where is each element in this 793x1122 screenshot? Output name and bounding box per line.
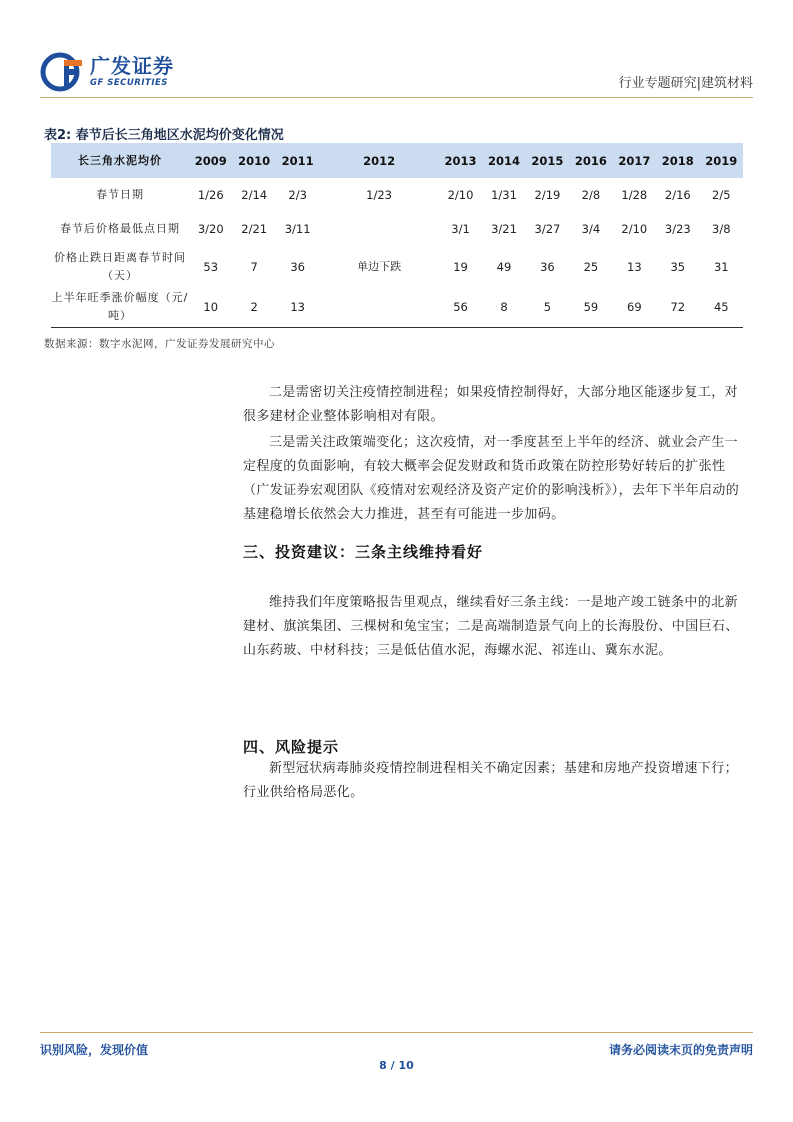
table-cell: 1/28 (621, 187, 648, 202)
table-cell: 1/23 (366, 187, 392, 202)
year-header: 2015 (526, 143, 569, 178)
table-cell: 2/21 (241, 221, 268, 236)
year-header: 2019 (700, 143, 743, 178)
table-cell: 3/21 (491, 221, 517, 236)
table-cell: 2/5 (712, 187, 731, 202)
table-cell: 3/8 (712, 221, 731, 236)
year-header: 2011 (276, 143, 319, 178)
table-cell: 36 (540, 259, 555, 274)
table-cell: 3/1 (451, 221, 470, 236)
table-cell: 2 (232, 287, 275, 328)
table-cell: 13 (276, 287, 319, 328)
gf-logo-icon (40, 52, 84, 92)
section-title-investment: 三、投资建议：三条主线维持看好 (243, 543, 484, 561)
year-header: 2009 (189, 143, 232, 178)
table-cell: 3/11 (284, 221, 311, 236)
table-header-label: 长三角水泥均价 (51, 143, 189, 178)
table-row (51, 246, 743, 287)
table-header-row (51, 143, 743, 178)
year-header: 2016 (569, 143, 612, 178)
table-cell: 2/10 (447, 187, 474, 202)
footer-disclaimer: 请务必阅读末页的免责声明 (608, 1043, 753, 1057)
table-cell: 72 (656, 287, 699, 328)
table-cell: 35 (670, 259, 686, 274)
cement-price-table (51, 143, 743, 328)
table-cell: 59 (569, 287, 612, 328)
table-cell: 25 (583, 259, 599, 274)
paragraph-investment: 维持我们年度策略报告里观点，继续看好三条主线：一是地产竣工链条中的北新建材、旗滨集团、三棵树和兔宝宝；二是高端制造景气向上的长海股份、中国巨石、山东药玻、中材科技；三是低估值水泥，海螺水泥、祁连山、冀东水泥。 (243, 595, 739, 658)
section-title-risk: 四、风险提示 (243, 738, 340, 756)
table-cell: 2/8 (581, 187, 601, 202)
row-label: 价格止跌日距离春节时间（天） (54, 250, 186, 282)
table-row (51, 287, 743, 328)
table-cell: 8 (482, 287, 525, 328)
year-header: 2018 (656, 143, 699, 178)
table-cell: 3/4 (581, 221, 601, 236)
table-cell: 2/10 (621, 221, 648, 236)
table-row (51, 211, 743, 246)
table-cell: 5 (526, 287, 569, 328)
year-header: 2014 (482, 143, 525, 178)
data-source-note: 数据来源：数字水泥网，广发证券发展研究中心 (44, 338, 275, 350)
report-category: 行业专题研究|建筑材料 (618, 76, 753, 91)
year-header: 2012 (319, 143, 438, 178)
table-cell: 2/14 (241, 187, 268, 202)
table-cell: 19 (453, 259, 468, 274)
year-header: 2010 (232, 143, 275, 178)
table-title: 表2: 春节后长三角地区水泥均价变化情况 (44, 128, 284, 143)
table-cell: 单边下跌 (357, 259, 402, 273)
row-label: 春节后价格最低点日期 (60, 221, 180, 235)
row-label: 春节日期 (96, 187, 144, 201)
brand-name-en: GF SECURITIES (90, 78, 168, 89)
table-cell (319, 211, 438, 246)
table-cell: 1/26 (197, 187, 224, 202)
table-cell: 36 (290, 259, 305, 274)
header-divider (40, 97, 753, 98)
table-cell: 3/23 (664, 221, 691, 236)
table-cell: 49 (496, 259, 512, 274)
table-cell: 3/27 (534, 221, 561, 236)
page-header (40, 52, 753, 96)
table-cell: 7 (250, 259, 258, 274)
row-label: 上半年旺季涨价幅度（元/吨） (51, 287, 189, 328)
year-header: 2017 (613, 143, 656, 178)
footer-slogan: 识别风险，发现价值 (40, 1043, 149, 1057)
table-cell: 2/3 (288, 187, 307, 202)
paragraph-policy-change: 三是需关注政策端变化；这次疫情，对一季度甚至上半年的经济、就业会产生一定程度的负面影响，有较大概率会促发财政和货币政策在防控形势好转后的扩张性（广发证券宏观团队《疫情对宏观经济及资产定价的影响浅析》），去年下半年启动的基建稳增长依然会大力推进，甚至有可能进一步加码。 (243, 435, 740, 522)
table-cell: 2/19 (534, 187, 561, 202)
table-cell: 10 (189, 287, 232, 328)
year-header: 2013 (439, 143, 482, 178)
table-cell: 53 (203, 259, 219, 274)
table-cell: 31 (713, 259, 729, 274)
table-cell: 3/20 (197, 221, 224, 236)
table-cell: 1/31 (491, 187, 517, 202)
table-cell: 2/16 (664, 187, 691, 202)
table-cell (319, 287, 438, 328)
paragraph-risk: 新型冠状病毒肺炎疫情控制进程相关不确定因素；基建和房地产投资增速下行；行业供给格局恶化。 (243, 761, 739, 800)
table-cell: 45 (700, 287, 743, 328)
footer-divider (40, 1032, 753, 1033)
company-logo (40, 52, 174, 92)
table-cell: 56 (439, 287, 482, 328)
table-cell: 13 (627, 259, 642, 274)
table-cell: 69 (613, 287, 656, 328)
paragraph-epidemic-control: 二是需密切关注疫情控制进程；如果疫情控制得好，大部分地区能逐步复工，对很多建材企业整体影响相对有限。 (243, 385, 739, 424)
page-number: 8 / 10 (379, 1059, 414, 1072)
table-row (51, 178, 743, 211)
brand-name-cn: 广发证券 (90, 54, 174, 79)
